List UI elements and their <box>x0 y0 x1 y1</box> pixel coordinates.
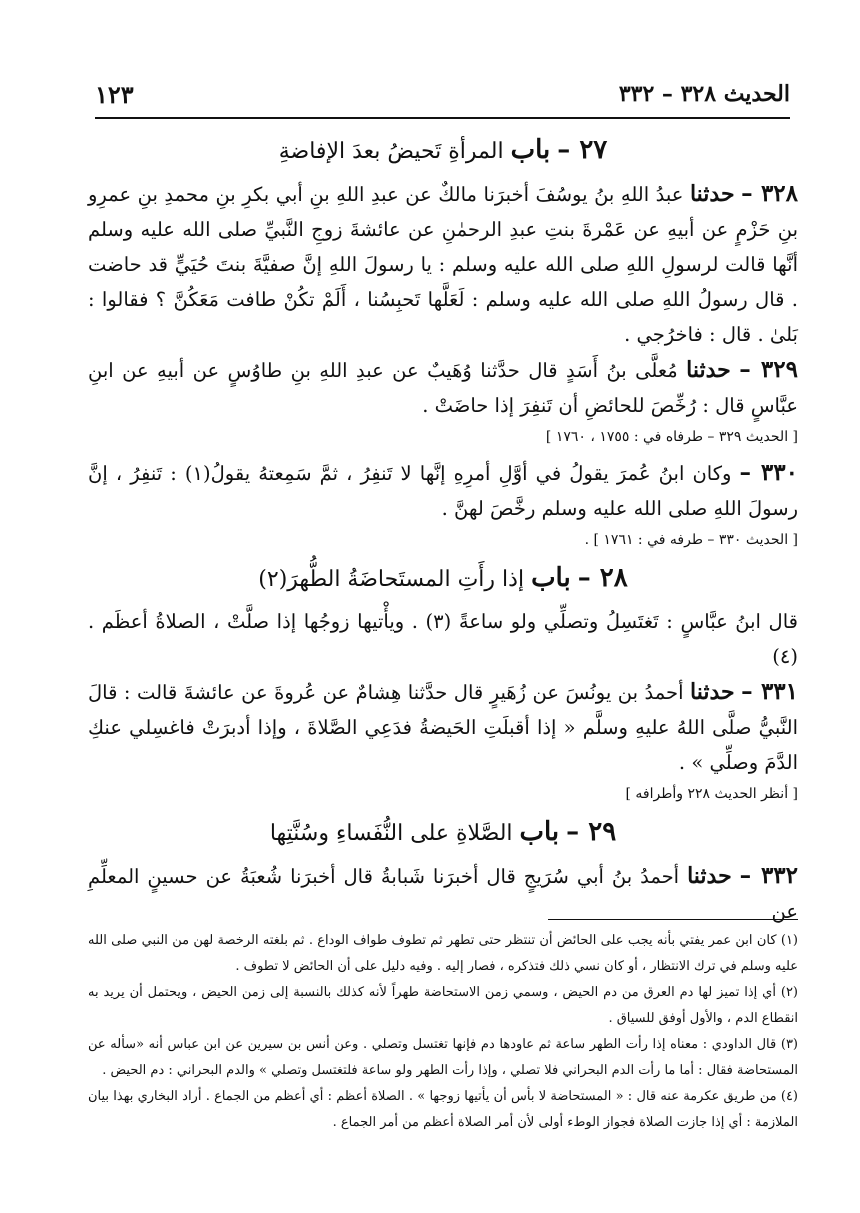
hadith-text: عبدُ اللهِ بنُ يوسُفَ أخبرَنا مالكٌ عن عبدِ اللهِ بنِ أبي بكرِ بنِ محمدِ بنِ عمرِو بنِ حَزْمٍ عن أبيهِ عن عَمْرةَ بنتِ عبدِ الرحمٰنِ عن عائشةَ زوجِ النَّبيِّ صلى الله عليه وسلم أنَّها قالت لرسولِ اللهِ صلى الله عليه وسلم : يا رسولَ اللهِ إنَّ صفيَّةَ بنتَ حُيَيٍّ قد حاضت . قال رسولُ اللهِ صلى الله عليه وسلم : لَعَلَّها تَحبِسُنا ، أَلَمْ تكُنْ طافت مَعَكُنَّ ؟ فقالوا : بَلىٰ . قال : فاخرُجي . <box>88 183 798 346</box>
hadith-number: ٣٣٠ – <box>739 459 798 486</box>
hadith-keyword: حدثنا <box>690 679 735 705</box>
running-header <box>95 72 790 116</box>
hadith-reference: [ أنظر الحديث ٢٢٨ وأطرافه ] <box>625 786 798 802</box>
hadith-range: الحديث ٣٢٨ – ٣٣٢ <box>618 81 790 107</box>
hadith-keyword: حدثنا <box>687 863 732 889</box>
chapter-number: ٢٧ – <box>557 135 608 165</box>
hadith-paragraph <box>88 674 798 780</box>
hadith-paragraph <box>88 352 798 423</box>
hadith-number: ٣٣١ – <box>741 678 799 705</box>
footnote: (٢) أي إذا تميز لها دم العرق من دم الحيض ، وسمي زمن الاستحاضة طهراً لأنه كذلك بالنسبة إلى زمن الحيض ، ويحتمل أن يريد به انقطاع الدم ، والأول أوفق للسياق . <box>88 985 798 1026</box>
chapter-title: المرأةِ تَحيضُ بعدَ الإفاضةِ <box>278 139 504 164</box>
athar-paragraph <box>88 604 798 674</box>
footnote: (٤) من طريق عكرمة عنه قال : « المستحاضة لا بأس أن يأتيها زوجها » . الصلاة أعظم : أي أعظم من الجماع . أراد البخاري بهذا بيان الملازمة : أي إذا جازت الصلاة فجواز الوطء أولى لأن أمر الصلاة أعظم من أمر الجماع . <box>88 1089 798 1130</box>
hadith-number: ٣٢٩ – <box>739 356 798 383</box>
footnote-rule <box>548 919 798 920</box>
chapter-title: إذا رأَتِ المستَحاضَةُ الطُّهرَ(٢) <box>258 567 525 592</box>
footnote: (١) كان ابن عمر يفتي بأنه يجب على الحائض أن تنتظر حتى تطهر ثم تطوف طواف الوداع . ثم بلغته الرخصة لهن من النبي صلى الله عليه وسلم في ترك الانتظار ، أو كان نسي ذلك فتذكره ، فصار إليه . وفيه دليل على أن الحائض لا تطوف . <box>88 933 798 974</box>
header-rule <box>95 117 790 119</box>
hadith-number: ٣٢٨ – <box>741 180 799 207</box>
chapter-keyword: باب <box>519 817 560 847</box>
chapter-heading <box>88 130 798 172</box>
hadith-paragraph <box>88 455 798 526</box>
hadith-reference: [ الحديث ٣٣٠ – طرفه في : ١٧٦١ ] . <box>584 532 798 548</box>
hadith-keyword: حدثنا <box>689 181 735 207</box>
chapter-heading <box>88 558 798 600</box>
hadith-text: مُعلَّى بنُ أَسَدٍ قال حدَّثنا وُهَيبٌ عن عبدِ اللهِ بنِ طاوُسٍ عن أبيهِ عن ابنِ عبَّاسٍ قال : رُخِّصَ للحائضِ أن تَنفِرَ إذا حاضَتْ . <box>88 359 798 417</box>
hadith-number: ٣٣٢ – <box>739 862 799 889</box>
athar-text: قال ابنُ عبَّاسٍ : تَغتَسِلُ وتصلِّي ولو ساعةً (٣) . ويأْتيها زوجُها إذا صلَّتْ ، الصلاةُ أعظَم . (٤) <box>88 610 798 668</box>
hadith-reference: [ الحديث ٣٢٩ – طرفاه في : ١٧٥٥ ، ١٧٦٠ ] <box>545 429 798 445</box>
chapter-keyword: باب <box>510 135 551 165</box>
footnote: (٣) قال الداودي : معناه إذا رأت الطهر ساعة ثم عاودها دم فإنها تغتسل وتصلي . وعن أنس بن سيرين عن ابن عباس أنه «سأله عن المستحاضة فقال : أما ما رأت الدم البحراني فلا تصلي ، وإذا رأت الطهر ولو ساعة فلتغتسل وتصلي » والدم البحراني : دم الحيض . <box>88 1037 798 1078</box>
chapter-heading <box>88 812 798 854</box>
main-text <box>88 128 798 929</box>
chapter-number: ٢٨ – <box>577 563 628 593</box>
chapter-keyword: باب <box>531 563 571 593</box>
chapter-title: الصَّلاةِ على النُّفَساءِ وسُنَّتِها <box>269 821 513 846</box>
hadith-paragraph <box>88 176 798 352</box>
hadith-keyword: حدثنا <box>686 357 731 383</box>
hadith-text: أحمدُ بن يونُسَ عن زُهَيرٍ قال حدَّثنا هِشامٌ عن عُروةَ عن عائشةَ قالت : قالَ النَّبيُّ صلَّى اللهُ عليهِ وسلَّم « إذا أقبلَتِ الحَيضةُ فدَعِي الصَّلاةَ ، وإذا أدبرَتْ فاغسِلي عنكِ الدَّمَ وصلِّي » . <box>88 681 798 774</box>
page-number: ١٢٣ <box>95 79 134 109</box>
footnotes <box>88 928 798 1136</box>
hadith-text: أحمدُ بنُ أبي سُرَيجٍ قال أخبرَنا شَبابةُ قال أخبرَنا شُعبَةُ عن حسينٍ المعلِّمِ عن <box>88 865 798 923</box>
chapter-number: ٢٩ – <box>566 817 617 847</box>
hadith-text: وكان ابنُ عُمرَ يقولُ في أوَّلِ أمرِهِ إنَّها لا تَنفِرُ ، ثمَّ سَمِعتهُ يقولُ(١) : تَنفِرُ ، إنَّ رسولَ اللهِ صلى الله عليه وسلم رخَّصَ لهنَّ . <box>88 462 798 520</box>
